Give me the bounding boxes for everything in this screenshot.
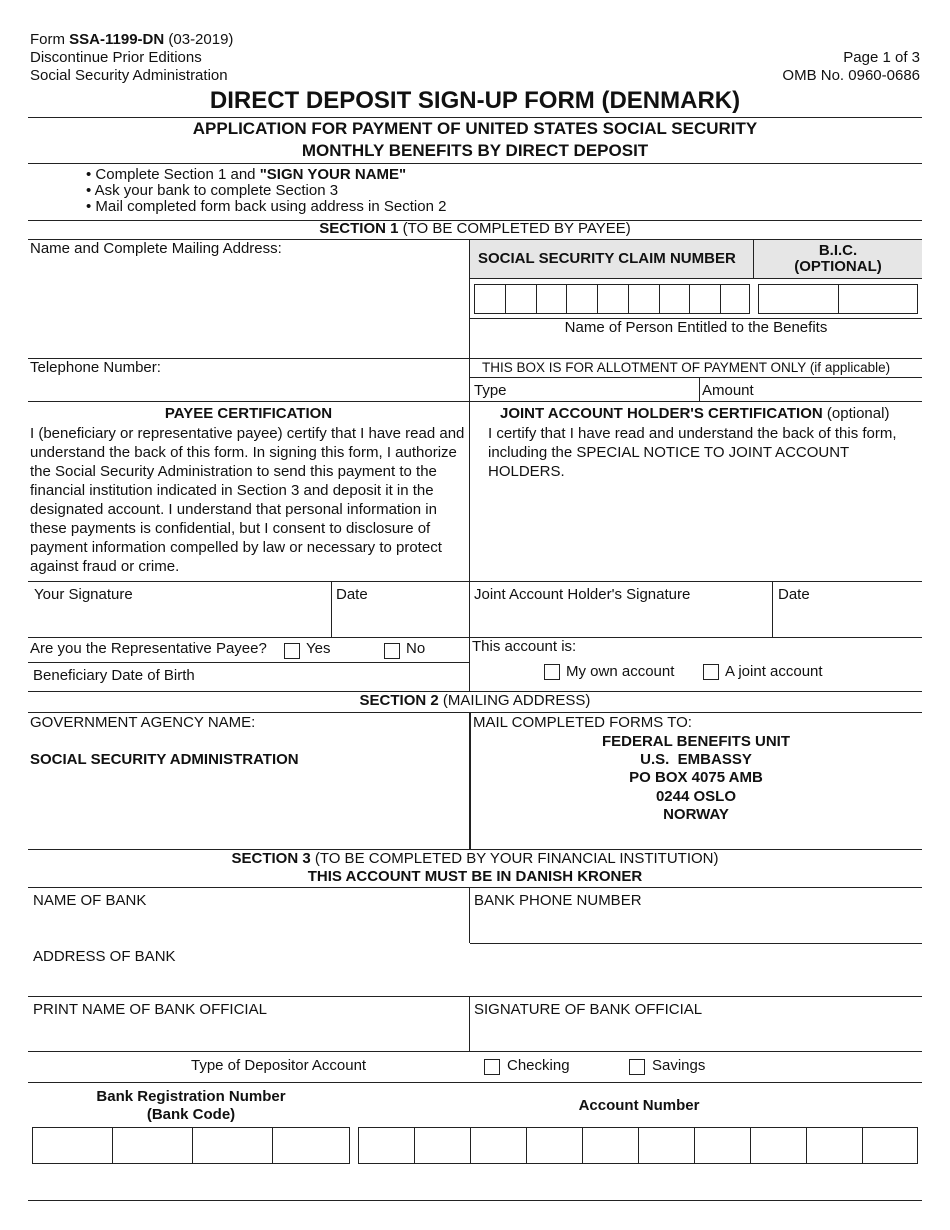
joint-date-label: Date xyxy=(778,586,810,603)
form-number: SSA-1199-DN xyxy=(69,31,165,48)
claim-number-boxes[interactable] xyxy=(474,284,750,314)
checking-checkbox[interactable] xyxy=(484,1059,500,1075)
savings-label: Savings xyxy=(652,1057,706,1074)
account-digit-box[interactable] xyxy=(471,1128,527,1163)
payee-cert-text: I (beneficiary or representative payee) certify that I have read and understand the back of this form. In signing this form, I authorize the Social Security Administration to send this payment to the financial institution indicated in Section 3 and deposit it in the designated account. I understand that personal information in these payments is confidential, but I consent to disclosure of payment information compelled by law or necessary to protect against fraud or crime. xyxy=(30,425,465,575)
no-label: No xyxy=(406,640,426,657)
subtitle-line2: MONTHLY BENEFITS BY DIRECT DEPOSIT xyxy=(301,141,649,160)
payee-cert-heading: PAYEE CERTIFICATION xyxy=(164,405,333,422)
section1-heading xyxy=(0,220,950,237)
own-account-checkbox[interactable] xyxy=(544,664,560,680)
bank-name-label[interactable]: NAME OF BANK xyxy=(33,892,147,909)
savings-checkbox[interactable] xyxy=(629,1059,645,1075)
bank-code-box[interactable] xyxy=(33,1128,113,1163)
account-number-boxes[interactable] xyxy=(358,1127,918,1164)
bic-boxes[interactable] xyxy=(758,284,918,314)
rep-payee-question: Are you the Representative Payee? xyxy=(30,640,267,657)
form-prefix: Form xyxy=(30,31,70,48)
claim-number-header: SOCIAL SECURITY CLAIM NUMBER xyxy=(478,250,736,267)
reg-number-line2: (Bank Code) xyxy=(146,1106,236,1123)
divider xyxy=(470,278,922,279)
column-divider xyxy=(469,887,470,943)
section3-heading-bold: SECTION 3 xyxy=(231,850,311,867)
account-number-label: Account Number xyxy=(578,1097,700,1114)
your-signature-label: Your Signature xyxy=(34,586,133,603)
omb-number: OMB No. 0960-0686 xyxy=(782,67,920,84)
bic-box[interactable] xyxy=(759,285,839,313)
instruction-1-bold: "SIGN YOUR NAME" xyxy=(259,166,407,183)
agency-name: Social Security Administration xyxy=(30,67,228,84)
divider xyxy=(28,637,469,638)
divider xyxy=(470,943,922,944)
account-digit-box[interactable] xyxy=(751,1128,807,1163)
dob-label: Beneficiary Date of Birth xyxy=(33,667,195,684)
gov-agency-value: SOCIAL SECURITY ADMINISTRATION xyxy=(30,751,299,768)
telephone-label: Telephone Number: xyxy=(30,359,161,376)
account-digit-box[interactable] xyxy=(863,1128,916,1163)
discontinue-note: Discontinue Prior Editions xyxy=(30,49,202,66)
section3-heading-rest: (TO BE COMPLETED BY YOUR FINANCIAL INSTITUTION) xyxy=(310,850,719,867)
divider xyxy=(470,377,922,378)
bank-code-box[interactable] xyxy=(113,1128,193,1163)
depositor-type-label: Type of Depositor Account xyxy=(191,1057,367,1074)
account-digit-box[interactable] xyxy=(695,1128,751,1163)
account-digit-box[interactable] xyxy=(639,1128,695,1163)
no-checkbox[interactable] xyxy=(384,643,400,659)
official-signature-label[interactable]: SIGNATURE OF BANK OFFICIAL xyxy=(474,1001,703,1018)
divider xyxy=(28,163,922,164)
claim-digit-box[interactable] xyxy=(506,285,537,313)
bank-code-box[interactable] xyxy=(193,1128,273,1163)
currency-note: THIS ACCOUNT MUST BE IN DANISH KRONER xyxy=(307,868,643,885)
claim-digit-box[interactable] xyxy=(598,285,629,313)
divider xyxy=(28,581,922,582)
claim-digit-box[interactable] xyxy=(721,285,749,313)
form-date: (03-2019) xyxy=(164,31,234,48)
yes-label: Yes xyxy=(306,640,331,657)
section2-heading-rest: (MAILING ADDRESS) xyxy=(438,692,591,709)
page-indicator: Page 1 of 3 xyxy=(843,49,920,66)
joint-signature-label: Joint Account Holder's Signature xyxy=(474,586,691,603)
instruction-2: • Ask your bank to complete Section 3 xyxy=(86,182,339,199)
name-address-label: Name and Complete Mailing Address: xyxy=(30,240,282,257)
bank-phone-label[interactable]: BANK PHONE NUMBER xyxy=(474,892,642,909)
joint-cert-heading-bold: JOINT ACCOUNT HOLDER'S CERTIFICATION xyxy=(500,405,823,422)
bic-box[interactable] xyxy=(839,285,916,313)
claim-digit-box[interactable] xyxy=(690,285,721,313)
form-identifier xyxy=(30,31,233,48)
joint-account-checkbox[interactable] xyxy=(703,664,719,680)
checking-label: Checking xyxy=(507,1057,570,1074)
address-line: NORWAY xyxy=(663,806,729,823)
account-digit-box[interactable] xyxy=(583,1128,639,1163)
joint-cert-optional: (optional) xyxy=(822,405,890,422)
claim-digit-box[interactable] xyxy=(537,285,568,313)
bottom-divider xyxy=(28,1200,922,1201)
divider xyxy=(28,887,922,888)
gov-agency-label: GOVERNMENT AGENCY NAME: xyxy=(30,714,256,731)
section2-heading xyxy=(0,692,950,709)
divider xyxy=(28,117,922,118)
account-digit-box[interactable] xyxy=(807,1128,863,1163)
section3-heading xyxy=(0,850,950,867)
divider xyxy=(28,712,922,713)
instruction-3: • Mail completed form back using address in Section 2 xyxy=(86,198,447,215)
account-digit-box[interactable] xyxy=(527,1128,583,1163)
joint-cert-text: I certify that I have read and understand the back of this form, including the SPECIAL NOTICE TO JOINT ACCOUNT HOLDERS. xyxy=(488,425,897,480)
mail-to-label: MAIL COMPLETED FORMS TO: xyxy=(473,714,692,731)
account-is-label: This account is: xyxy=(472,638,577,655)
reg-number-line1: Bank Registration Number xyxy=(96,1088,286,1105)
claim-digit-box[interactable] xyxy=(475,285,506,313)
divider xyxy=(28,1082,922,1083)
section1-heading-bold: SECTION 1 xyxy=(319,220,399,237)
name-address-field[interactable] xyxy=(29,258,468,358)
claim-digit-box[interactable] xyxy=(660,285,691,313)
bank-address-label[interactable]: ADDRESS OF BANK xyxy=(33,948,176,965)
joint-cert-heading xyxy=(500,405,889,422)
entitled-person-label: Name of Person Entitled to the Benefits xyxy=(564,319,828,336)
address-line: 0244 OSLO xyxy=(655,788,737,805)
instruction-1 xyxy=(86,166,406,183)
bic-header-line1: B.I.C. xyxy=(818,242,858,259)
divider xyxy=(28,996,922,997)
official-name-label[interactable]: PRINT NAME OF BANK OFFICIAL xyxy=(33,1001,267,1018)
joint-account-label: A joint account xyxy=(725,663,823,680)
column-divider xyxy=(469,239,470,691)
divider xyxy=(28,662,469,663)
subtitle-line1: APPLICATION FOR PAYMENT OF UNITED STATES SOCIAL SECURITY xyxy=(192,119,758,138)
instruction-1-text: • Complete Section 1 and xyxy=(86,166,260,183)
address-line: PO BOX 4075 AMB xyxy=(629,769,763,786)
signature-date-divider xyxy=(331,581,332,637)
allotment-label: THIS BOX IS FOR ALLOTMENT OF PAYMENT ONLY (if applicable) xyxy=(482,360,891,375)
yes-checkbox[interactable] xyxy=(284,643,300,659)
date-label: Date xyxy=(336,586,368,603)
column-divider xyxy=(469,996,470,1051)
own-account-label: My own account xyxy=(566,663,675,680)
claim-digit-box[interactable] xyxy=(567,285,598,313)
section1-heading-rest: (TO BE COMPLETED BY PAYEE) xyxy=(398,220,631,237)
divider xyxy=(28,358,922,359)
bank-code-boxes[interactable] xyxy=(32,1127,350,1164)
address-line: FEDERAL BENEFITS UNIT xyxy=(601,733,791,750)
address-line: U.S. EMBASSY xyxy=(640,751,752,768)
account-digit-box[interactable] xyxy=(415,1128,471,1163)
account-digit-box[interactable] xyxy=(359,1128,415,1163)
type-label[interactable]: Type xyxy=(474,382,507,399)
section2-heading-bold: SECTION 2 xyxy=(359,692,439,709)
divider xyxy=(28,401,922,402)
joint-date-divider xyxy=(772,581,773,637)
claim-digit-box[interactable] xyxy=(629,285,660,313)
amount-label[interactable]: Amount xyxy=(702,382,754,399)
bank-code-box[interactable] xyxy=(273,1128,348,1163)
divider xyxy=(28,1051,922,1052)
type-amount-divider xyxy=(699,377,700,401)
page-title: DIRECT DEPOSIT SIGN-UP FORM (DENMARK) xyxy=(209,87,741,114)
bic-header-line2: (OPTIONAL) xyxy=(794,258,882,275)
